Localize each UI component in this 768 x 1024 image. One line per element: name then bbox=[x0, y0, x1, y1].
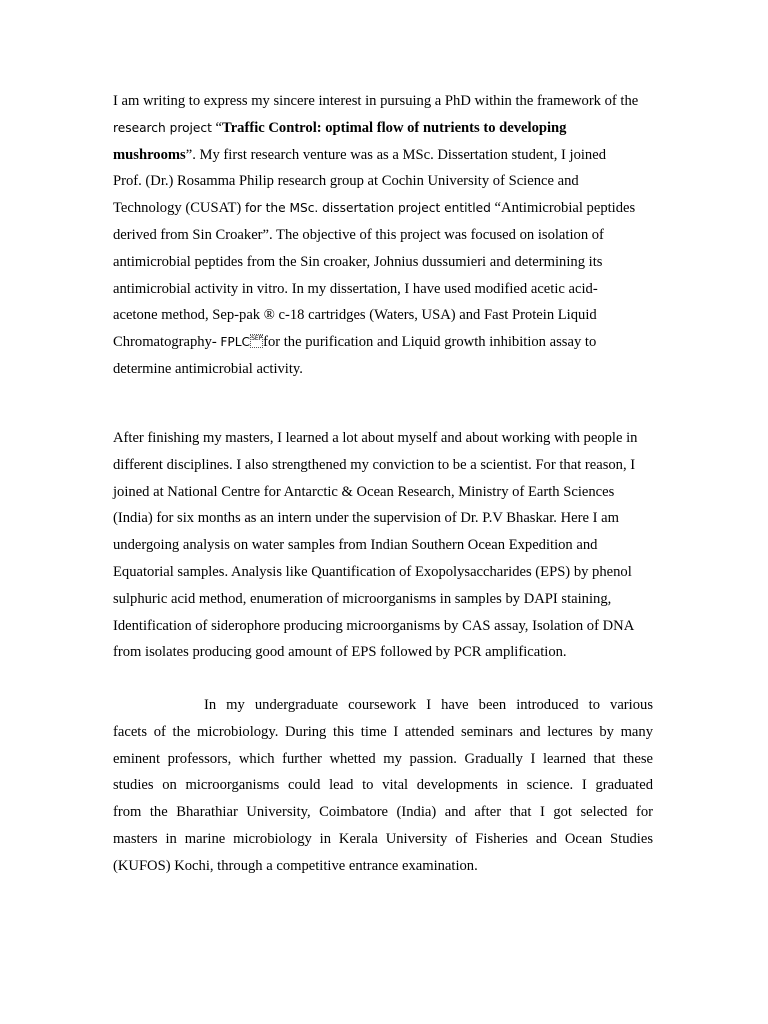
text-line: After finishing my masters, I learned a lot about myself and about working with people in bbox=[113, 430, 638, 446]
text-span: Chromatography- bbox=[113, 334, 221, 351]
text-line: I am writing to express my sincere interest in pursuing a PhD within the framework of the bbox=[113, 93, 639, 109]
text-span: FPLC bbox=[220, 335, 251, 350]
text-line: eminent professors, which further whetted my passion. Gradually I learned that these bbox=[113, 750, 653, 767]
text-line: antimicrobial activity in vitro. In my dissertation, I have used modified acetic acid- bbox=[113, 280, 598, 297]
text-line: from isolates producing good amount of EPS followed by PCR amplification. bbox=[113, 644, 567, 661]
text-line: (India) for six months as an intern under the supervision of Dr. P.V Bhaskar. Here I am bbox=[113, 510, 619, 527]
paragraph-internship bbox=[113, 425, 653, 666]
text-line: from the Bharathiar University, Coimbatore (India) and after that I got selected for bbox=[113, 804, 653, 821]
text-span: for the purification and Liquid growth inhibition assay to bbox=[263, 334, 597, 351]
text-line bbox=[113, 142, 653, 169]
text-line bbox=[113, 329, 653, 356]
text-line: Prof. (Dr.) Rosamma Philip research group at Cochin University of Science and bbox=[113, 173, 579, 190]
text-line: joined at National Centre for Antarctic & Ocean Research, Ministry of Earth Sciences bbox=[113, 483, 615, 500]
project-title-cont: mushrooms bbox=[113, 146, 186, 163]
project-title: Traffic Control: optimal flow of nutrients to developing bbox=[222, 119, 567, 136]
text-span: Technology (CUSAT) bbox=[113, 200, 245, 217]
paragraph-education bbox=[113, 692, 653, 880]
text-line: undergoing analysis on water samples from Indian Southern Ocean Expedition and bbox=[113, 537, 598, 554]
text-line: determine antimicrobial activity. bbox=[113, 360, 303, 377]
text-span: “Antimicrobial peptides bbox=[490, 200, 636, 217]
text-line: derived from Sin Croaker”. The objective of this project was focused on isolation of bbox=[113, 226, 604, 243]
text-line: facets of the microbiology. During this time I attended seminars and lectures by many bbox=[113, 723, 653, 740]
text-span: “ bbox=[211, 119, 223, 136]
text-line: antimicrobial peptides from the Sin croaker, Johnius dussumieri and determining its bbox=[113, 253, 603, 270]
text-line: masters in marine microbiology in Kerala University of Fisheries and Ocean Studies bbox=[113, 830, 653, 847]
text-line bbox=[113, 115, 653, 142]
text-line: different disciplines. I also strengthened my conviction to be a scientist. For that reason, I bbox=[113, 456, 636, 473]
text-line: In my undergraduate coursework I have been introduced to various bbox=[204, 697, 653, 713]
text-span: ”. My first research venture was as a MSc. Dissertation student, I joined bbox=[185, 146, 606, 163]
text-line: studies on microorganisms could lead to vital developments in science. I graduated bbox=[113, 777, 653, 794]
text-line bbox=[113, 195, 653, 222]
text-line: acetone method, Sep-pak ® c-18 cartridges (Waters, USA) and Fast Protein Liquid bbox=[113, 307, 597, 324]
text-span: research project bbox=[113, 120, 212, 135]
text-line: Identification of siderophore producing microorganisms by CAS assay, Isolation of DNA bbox=[113, 617, 635, 634]
text-span: for the MSc. dissertation project entitled bbox=[244, 201, 491, 216]
paragraph-research-experience bbox=[113, 88, 653, 383]
text-line: Equatorial samples. Analysis like Quantification of Exopolysaccharides (EPS) by phenol bbox=[113, 563, 632, 580]
text-line: sulphuric acid method, enumeration of microorganisms in samples by DAPI staining, bbox=[113, 590, 612, 607]
text-line: (KUFOS) Kochi, through a competitive entrance examination. bbox=[113, 857, 478, 874]
missing-glyph-icon: SEP bbox=[250, 334, 263, 348]
